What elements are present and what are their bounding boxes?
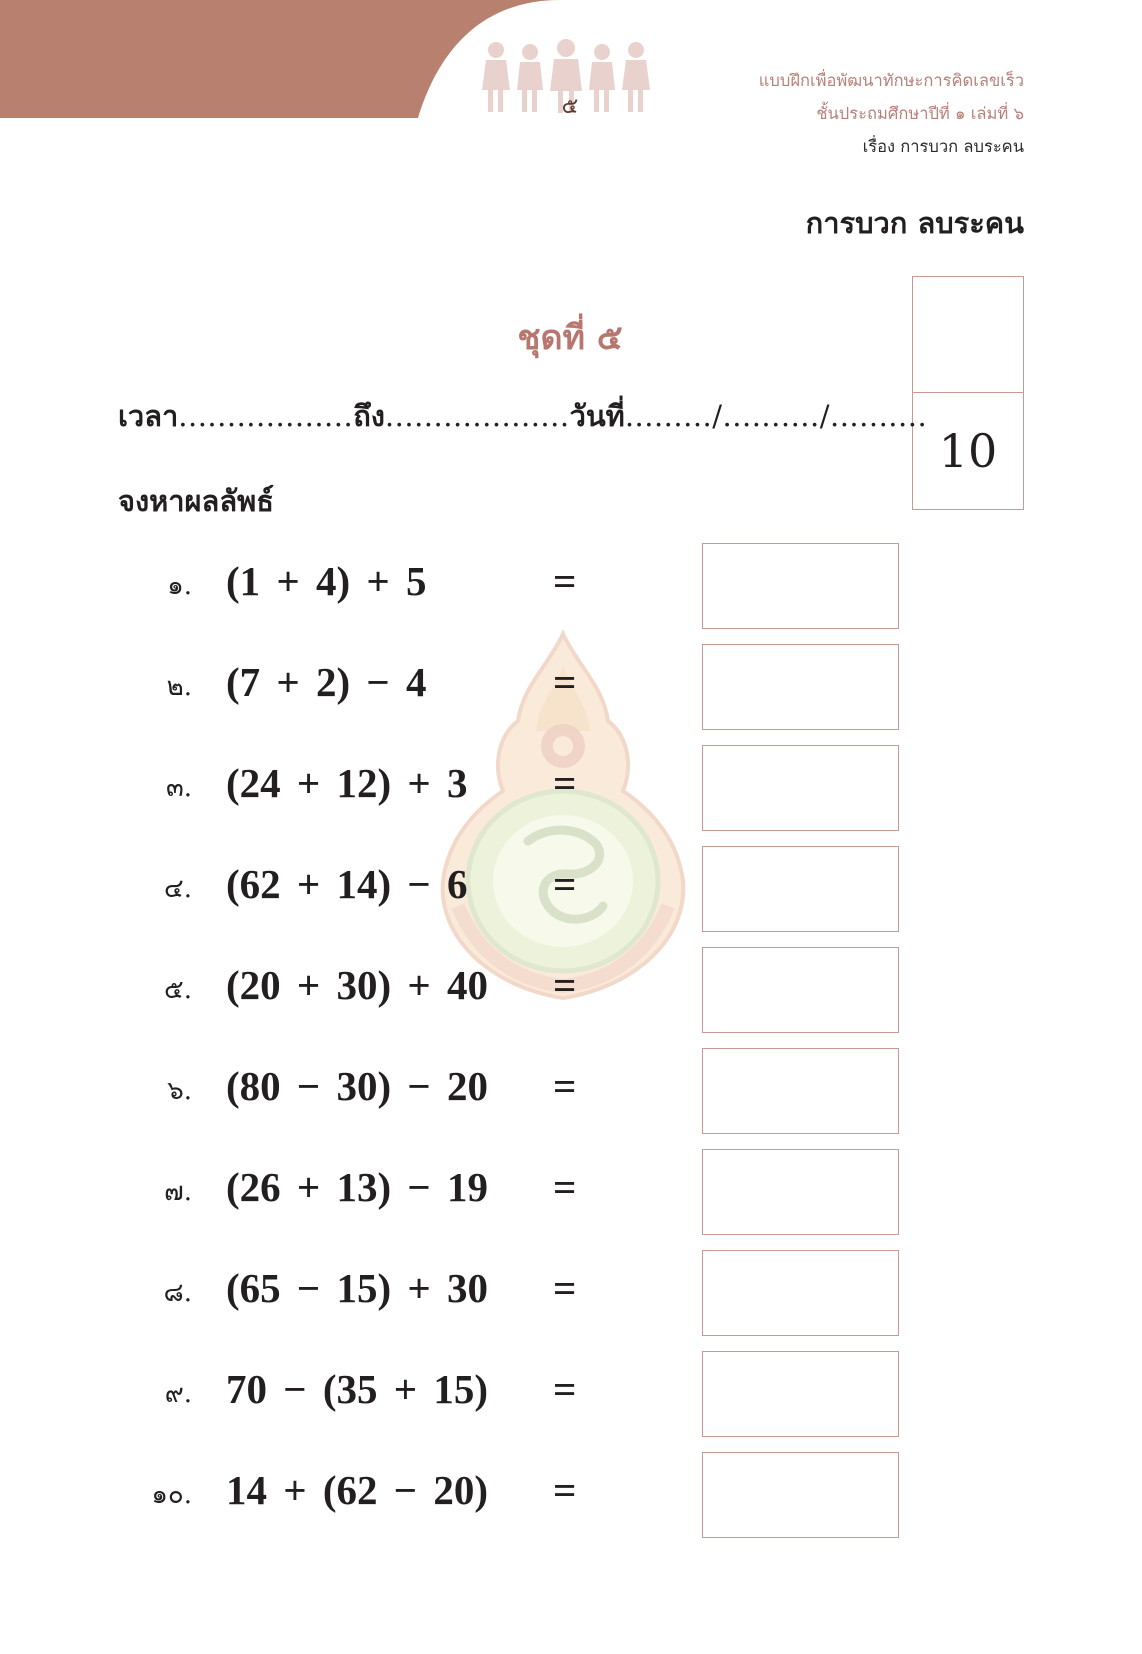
subject-line: เรื่อง การบวก ลบระคน: [862, 137, 1024, 156]
exercise-expression: (62 + 14) − 6: [226, 861, 468, 907]
exercise-expression: (26 + 13) − 19: [226, 1164, 489, 1210]
equals-sign: =: [553, 558, 577, 604]
time-date-line: [118, 393, 927, 439]
exercise-row: [0, 1250, 1142, 1336]
time-field[interactable]: ..................: [178, 399, 354, 433]
exercise-expression: (20 + 30) + 40: [226, 962, 489, 1008]
exercise-expression: 70 − (35 + 15): [226, 1366, 489, 1412]
exercise-expression: (7 + 2) − 4: [226, 659, 427, 705]
equals-sign: =: [553, 760, 577, 806]
equals-sign: =: [553, 861, 577, 907]
exercise-number: ๙.: [164, 1379, 192, 1409]
exercise-row: [0, 543, 1142, 629]
answer-box[interactable]: [702, 846, 899, 932]
answer-box[interactable]: [702, 644, 899, 730]
answer-box[interactable]: [702, 1250, 899, 1336]
exercise-number: ๖.: [167, 1076, 192, 1106]
exercise-expression: (1 + 4) + 5: [226, 558, 427, 604]
page-number: ๕: [561, 94, 579, 119]
exercise-number: ๗.: [164, 1177, 192, 1207]
answer-box[interactable]: [702, 1048, 899, 1134]
exercise-number: ๒.: [166, 672, 192, 702]
grade-volume: ชั้นประถมศึกษาปีที่ ๑ เล่มที่ ๖: [816, 104, 1024, 123]
score-input[interactable]: [913, 277, 1023, 393]
answer-box[interactable]: [702, 1149, 899, 1235]
exercise-row: [0, 846, 1142, 932]
to-label: ถึง: [353, 399, 385, 433]
score-box: [912, 276, 1024, 510]
equals-sign: =: [553, 1063, 577, 1109]
exercise-number: ๔.: [164, 874, 192, 904]
exercise-number: ๘.: [163, 1278, 192, 1308]
time-label: เวลา: [118, 399, 179, 433]
date-field[interactable]: ........./........../..........: [624, 399, 928, 433]
equals-sign: =: [553, 1164, 577, 1210]
exercise-number: ๑.: [167, 571, 192, 601]
date-label: วันที่: [569, 399, 625, 433]
equals-sign: =: [553, 1366, 577, 1412]
answer-box[interactable]: [702, 543, 899, 629]
exercise-row: [0, 745, 1142, 831]
answer-box[interactable]: [702, 745, 899, 831]
to-field[interactable]: ...................: [384, 399, 570, 433]
score-total: 10: [938, 424, 998, 478]
equals-sign: =: [553, 659, 577, 705]
exercise-expression: (65 − 15) + 30: [226, 1265, 489, 1311]
exercise-expression: (24 + 12) + 3: [226, 760, 468, 806]
answer-box[interactable]: [702, 947, 899, 1033]
exercise-row: [0, 947, 1142, 1033]
exercise-number: ๕.: [164, 975, 192, 1005]
exercise-row: [0, 1351, 1142, 1437]
equals-sign: =: [553, 1265, 577, 1311]
exercise-number: ๓.: [165, 773, 192, 803]
exercise-row: [0, 1149, 1142, 1235]
equals-sign: =: [553, 962, 577, 1008]
exercise-row: [0, 1048, 1142, 1134]
exercise-number: ๑๐.: [151, 1480, 192, 1510]
book-title: แบบฝึกเพื่อพัฒนาทักษะการคิดเลขเร็ว: [758, 71, 1024, 90]
page-title: การบวก ลบระคน: [805, 206, 1024, 240]
exercise-row: [0, 1452, 1142, 1538]
equals-sign: =: [553, 1467, 577, 1513]
exercise-expression: 14 + (62 − 20): [226, 1467, 489, 1513]
exercise-expression: (80 − 30) − 20: [226, 1063, 489, 1109]
answer-box[interactable]: [702, 1351, 899, 1437]
instruction: จงหาผลลัพธ์: [118, 484, 274, 518]
set-title: ชุดที่ ๕: [517, 318, 623, 358]
answer-box[interactable]: [702, 1452, 899, 1538]
exercise-row: [0, 644, 1142, 730]
